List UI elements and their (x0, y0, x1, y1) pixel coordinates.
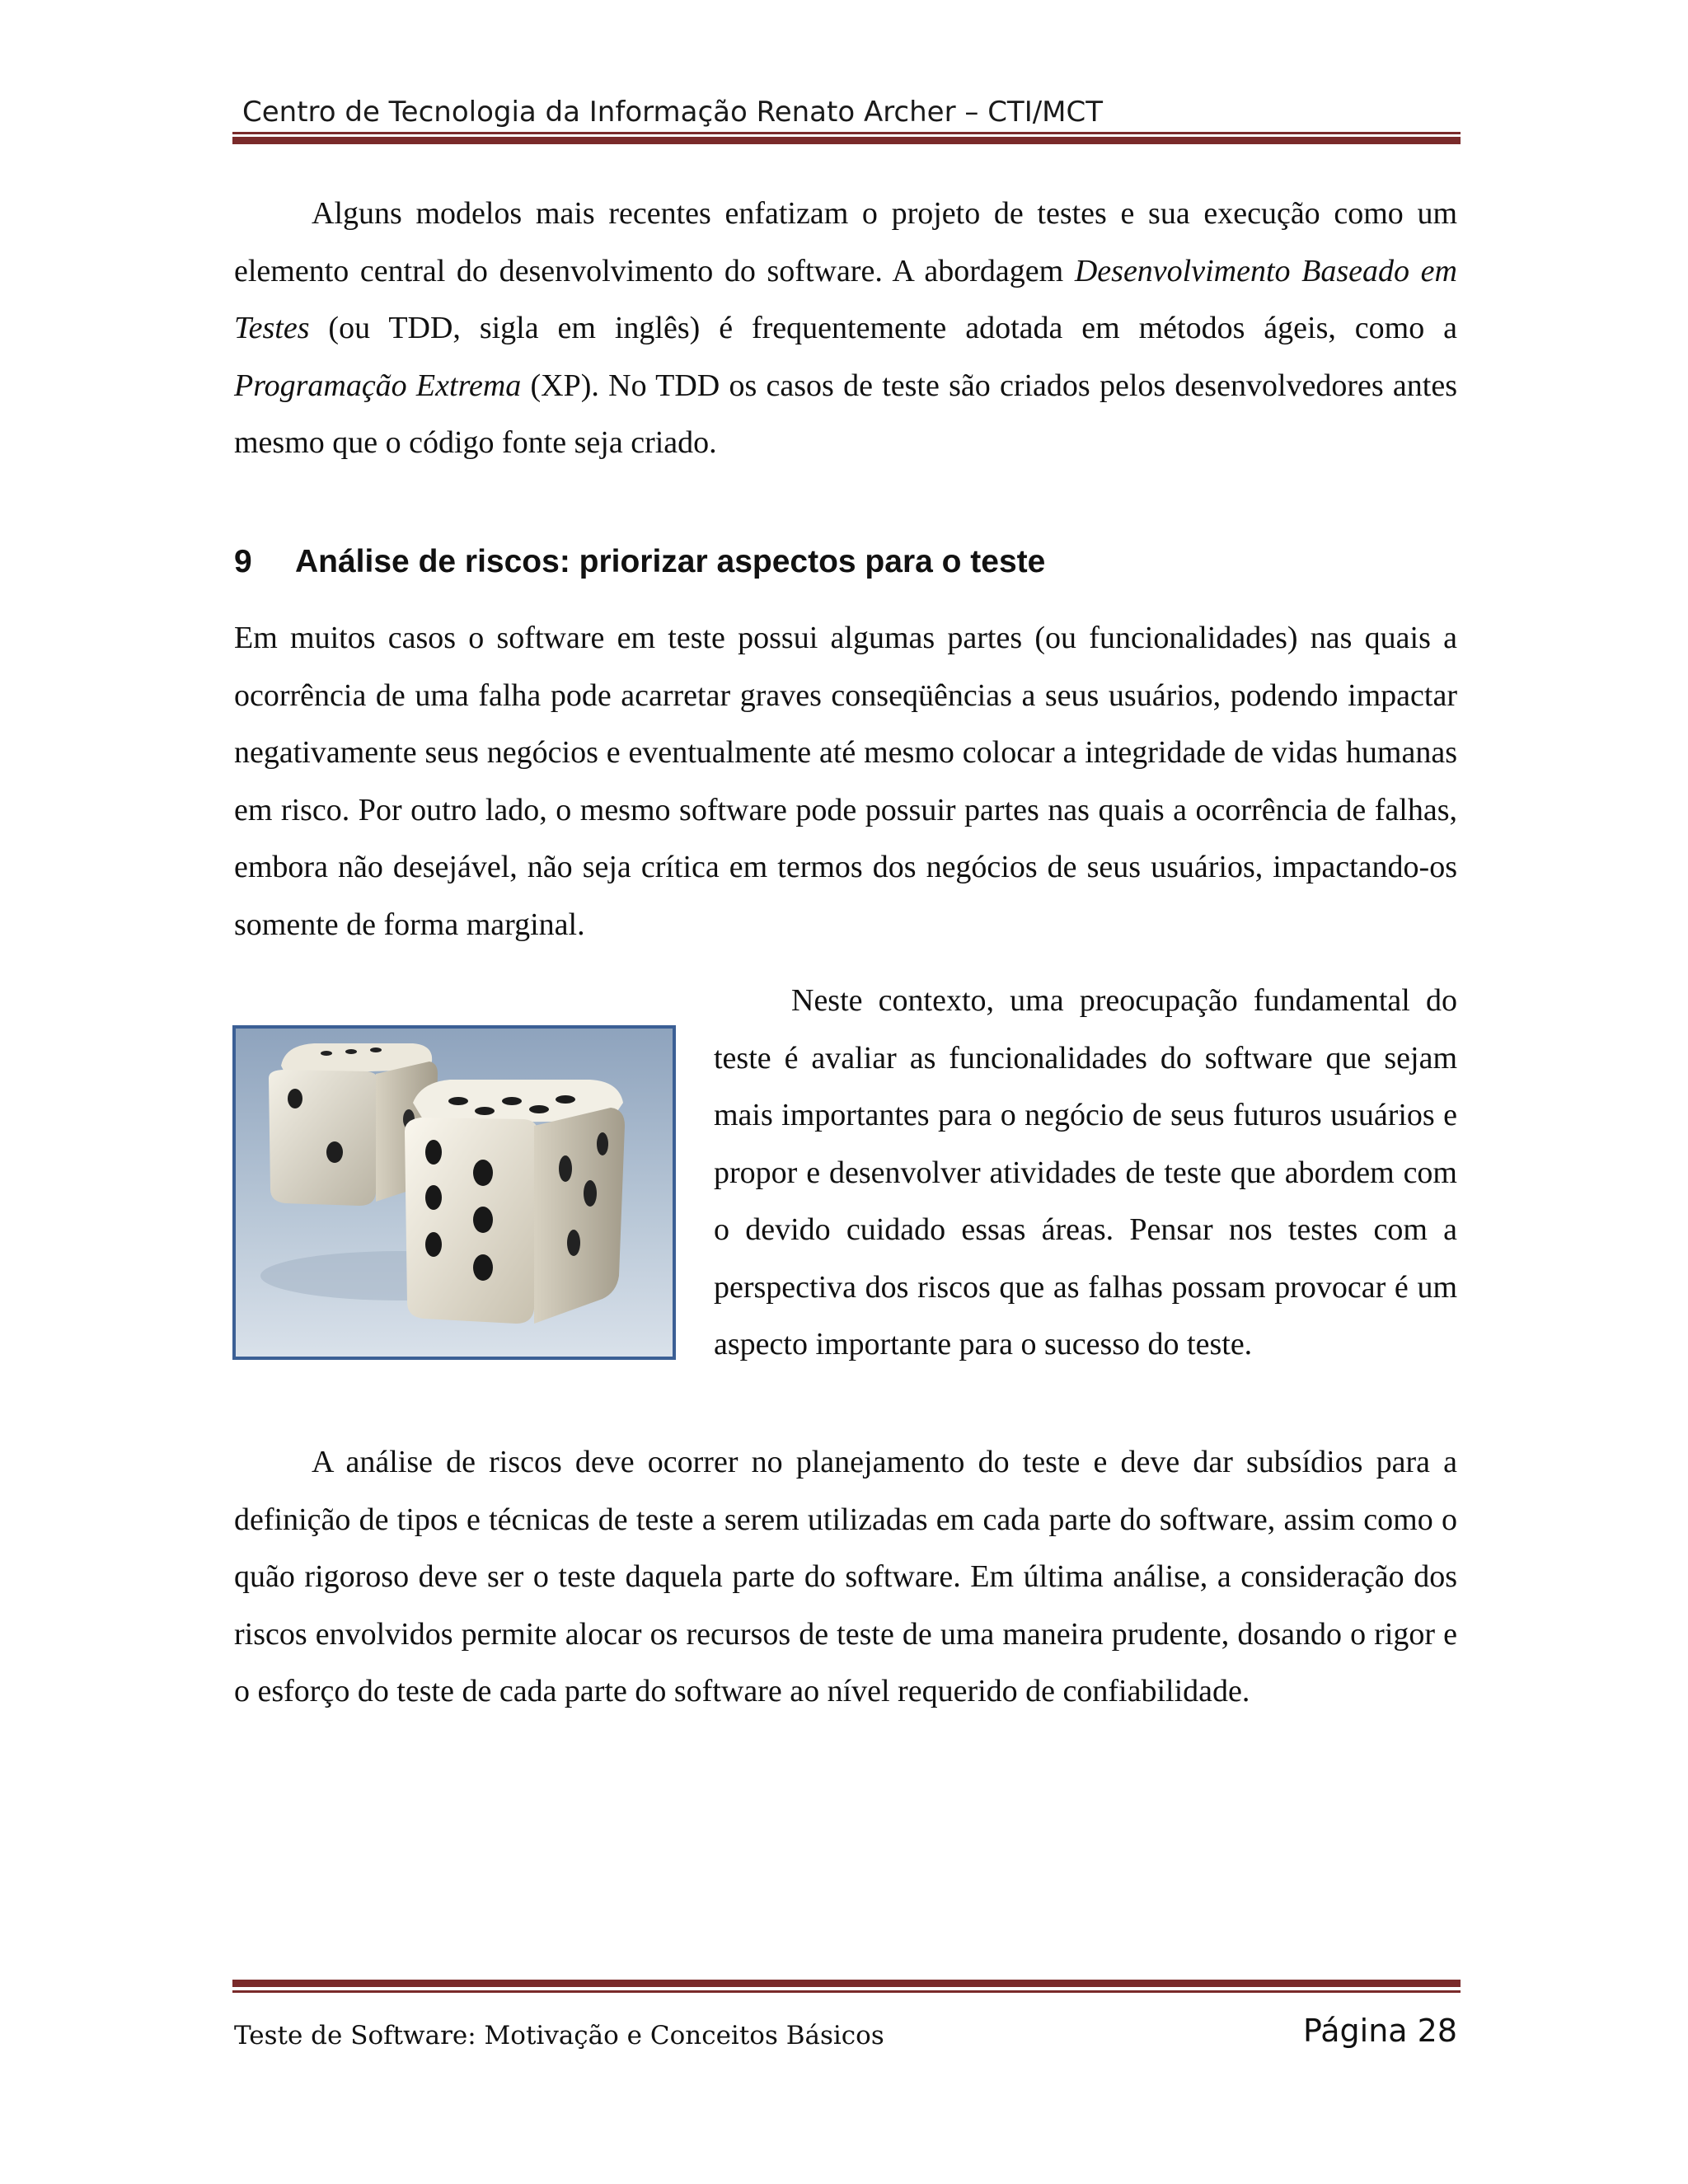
section-title: Análise de riscos: priorizar aspectos para o teste (295, 544, 1046, 579)
header-rule-thick (232, 137, 1461, 144)
paragraph-tdd-text-1: Alguns modelos mais recentes enfatizam o projeto de testes e sua execução como um elemento central do desenvolvimento do software. A abordagem (234, 196, 1457, 288)
dice-image (232, 1025, 676, 1360)
footer-rule-thin (232, 1990, 1461, 1993)
term-tdd: Desenvolvimento Baseado em Testes (234, 253, 1457, 345)
paragraph-tdd-text-3: (XP). No TDD os casos de teste são criados pelos desenvolvedores antes mesmo que o código fonte seja criado. (234, 368, 1458, 460)
section-heading (234, 544, 1045, 580)
paragraph-context: Neste contexto, uma preocupação fundamental do teste é avaliar as funcionalidades do software que sejam mais importantes para o negócio de seus futuros usuários e propor e desenvolver atividades de teste que abordem com o devido cuidado essas áreas. Pensar nos testes com a perspectiva dos riscos que as falhas possam provocar é um aspecto importante para o sucesso do teste. (714, 983, 1457, 1361)
paragraph-tdd (234, 185, 1457, 472)
section-number: 9 (234, 544, 252, 579)
term-xp: Programação Extrema (234, 368, 522, 403)
paragraph-tdd-text-2: (ou TDD, sigla em inglês) é frequentemente adotada em métodos ágeis, como a (309, 311, 1457, 345)
running-header: Centro de Tecnologia da Informação Renato Archer – CTI/MCT (242, 96, 1104, 129)
footer-title: Teste de Software: Motivação e Conceitos Básicos (234, 2021, 884, 2050)
dice-illustration-icon (236, 1029, 673, 1357)
page-number: Página 28 (1303, 2013, 1457, 2049)
header-rule-thin (232, 132, 1461, 134)
paragraph-risk-analysis: A análise de riscos deve ocorrer no planejamento do teste e deve dar subsídios para a definição de tipos e técnicas de teste a serem utilizadas em cada parte do software, assim como o quão rigoroso deve ser o teste daquela parte do software. Em última análise, a consideração dos riscos envolvidos permite alocar os recursos de teste de uma maneira prudente, dosando o rigor e o esforço do teste de cada parte do software ao nível requerido de confiabilidade. (234, 1445, 1457, 1708)
footer-rule-thick (232, 1980, 1461, 1987)
paragraph-risk-intro: Em muitos casos o software em teste possui algumas partes (ou funcionalidades) nas quais a ocorrência de uma falha pode acarretar graves conseqüências a seus usuários, podendo impactar negativamente seus negócios e eventualmente até mesmo colocar a integridade de vidas humanas em risco. Por outro lado, o mesmo software pode possuir partes nas quais a ocorrência de falhas, embora não desejável, não seja crítica em termos dos negócios de seus usuários, impactando-os somente de forma marginal. (234, 621, 1457, 942)
